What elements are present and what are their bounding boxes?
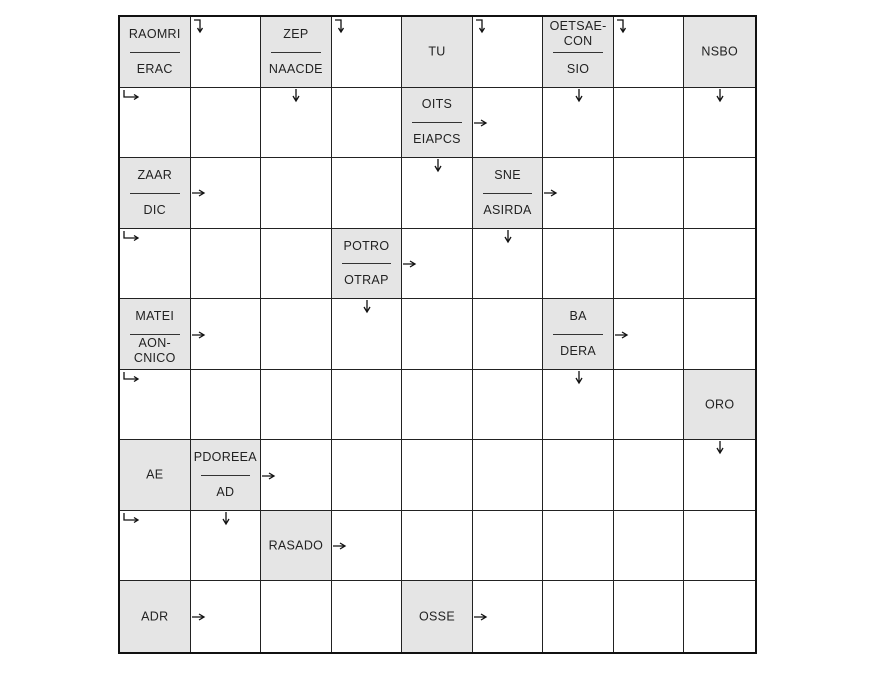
answer-cell[interactable] <box>614 88 685 159</box>
answer-cell[interactable] <box>261 229 332 300</box>
answer-cell[interactable] <box>543 581 614 652</box>
clue-text-across: SNE <box>494 167 521 182</box>
clue-text-across: POTRO <box>343 238 390 253</box>
arrow-right-icon <box>403 259 417 269</box>
arrow-down-icon <box>503 230 513 244</box>
answer-cell[interactable] <box>614 229 685 300</box>
arrow-right-icon <box>192 330 206 340</box>
arrow-corner-right-icon <box>123 231 141 243</box>
clue-text-across: OETSAE- CON <box>549 19 607 49</box>
clue-text-down: SIO <box>566 61 590 76</box>
arrow-down-icon <box>715 89 725 103</box>
clue-cell <box>543 17 614 88</box>
arrow-right-icon <box>333 541 347 551</box>
arrow-down-icon <box>291 89 301 103</box>
answer-cell[interactable] <box>191 229 262 300</box>
arrow-corner-down-icon <box>193 19 205 35</box>
arrow-right-icon <box>474 118 488 128</box>
arrow-down-icon <box>221 512 231 526</box>
answer-cell[interactable] <box>191 370 262 441</box>
clue-text-across: ZAAR <box>137 167 173 182</box>
clue-cell <box>120 581 191 652</box>
answer-cell[interactable] <box>332 158 403 229</box>
answer-cell[interactable] <box>684 229 755 300</box>
arrow-down-icon <box>362 300 372 314</box>
clue-cell <box>543 299 614 370</box>
answer-cell[interactable] <box>332 581 403 652</box>
answer-cell[interactable] <box>402 299 473 370</box>
answer-cell[interactable] <box>473 511 544 582</box>
answer-cell[interactable] <box>402 370 473 441</box>
arrow-right-icon <box>544 188 558 198</box>
answer-cell[interactable] <box>614 158 685 229</box>
clue-text-down: ERAC <box>136 61 173 76</box>
arrow-corner-down-icon <box>334 19 346 35</box>
clue-text-down: ASIRDA <box>483 202 532 217</box>
answer-cell[interactable] <box>261 581 332 652</box>
clue-text-across: OITS <box>421 97 453 112</box>
answer-cell[interactable] <box>261 370 332 441</box>
answer-cell[interactable] <box>543 440 614 511</box>
clue-cell <box>684 17 755 88</box>
answer-cell[interactable] <box>684 299 755 370</box>
answer-cell[interactable] <box>332 440 403 511</box>
clue-text-down: NAACDE <box>268 61 323 76</box>
arrow-corner-down-icon <box>616 19 628 35</box>
clue-text: RASADO <box>268 538 324 553</box>
clue-text: TU <box>428 44 446 59</box>
clue-text-down: AD <box>216 484 235 499</box>
arrow-corner-right-icon <box>123 90 141 102</box>
arrow-right-icon <box>262 471 276 481</box>
arrowword-grid <box>118 15 757 654</box>
clue-text-across: ZEP <box>283 26 309 41</box>
clue-cell <box>120 17 191 88</box>
answer-cell[interactable] <box>684 581 755 652</box>
arrow-down-icon <box>433 159 443 173</box>
arrow-down-icon <box>574 371 584 385</box>
clue-text-across: MATEI <box>135 309 175 324</box>
answer-cell[interactable] <box>473 299 544 370</box>
clue-cell <box>332 229 403 300</box>
answer-cell[interactable] <box>261 158 332 229</box>
clue-text: ORO <box>705 397 735 412</box>
clue-cell <box>684 370 755 441</box>
answer-cell[interactable] <box>332 88 403 159</box>
answer-cell[interactable] <box>684 511 755 582</box>
clue-text-across: RAOMRI <box>128 26 181 41</box>
clue-cell <box>120 299 191 370</box>
clue-cell <box>120 440 191 511</box>
clue-text-across: PDOREEA <box>193 450 257 465</box>
answer-cell[interactable] <box>473 370 544 441</box>
clue-text: AE <box>146 467 164 482</box>
clue-text-down: DERA <box>560 343 597 358</box>
clue-text-down: AON- CNICO <box>133 336 176 366</box>
answer-cell[interactable] <box>473 440 544 511</box>
arrow-down-icon <box>715 441 725 455</box>
clue-text-down: EIAPCS <box>413 132 461 147</box>
answer-cell[interactable] <box>543 511 614 582</box>
clue-cell <box>473 158 544 229</box>
answer-cell[interactable] <box>402 440 473 511</box>
answer-cell[interactable] <box>614 440 685 511</box>
clue-cell <box>261 511 332 582</box>
answer-cell[interactable] <box>614 581 685 652</box>
arrow-right-icon <box>474 612 488 622</box>
clue-text: ADR <box>141 609 169 624</box>
answer-cell[interactable] <box>684 158 755 229</box>
clue-cell <box>402 17 473 88</box>
arrow-right-icon <box>615 330 629 340</box>
answer-cell[interactable] <box>614 370 685 441</box>
answer-cell[interactable] <box>191 88 262 159</box>
clue-text-across: BA <box>569 309 587 324</box>
arrow-right-icon <box>192 188 206 198</box>
answer-cell[interactable] <box>402 511 473 582</box>
clue-cell <box>402 88 473 159</box>
answer-cell[interactable] <box>614 511 685 582</box>
arrow-down-icon <box>574 89 584 103</box>
clue-cell <box>402 581 473 652</box>
answer-cell[interactable] <box>543 229 614 300</box>
clue-cell <box>191 440 262 511</box>
clue-text-down: DIC <box>143 202 166 217</box>
arrow-corner-right-icon <box>123 372 141 384</box>
arrow-corner-down-icon <box>475 19 487 35</box>
answer-cell[interactable] <box>332 370 403 441</box>
arrow-right-icon <box>192 612 206 622</box>
clue-text-down: OTRAP <box>344 273 389 288</box>
clue-cell <box>261 17 332 88</box>
clue-text: OSSE <box>419 609 455 624</box>
answer-cell[interactable] <box>261 299 332 370</box>
clue-text: NSBO <box>701 44 739 59</box>
clue-cell <box>120 158 191 229</box>
arrow-corner-right-icon <box>123 513 141 525</box>
